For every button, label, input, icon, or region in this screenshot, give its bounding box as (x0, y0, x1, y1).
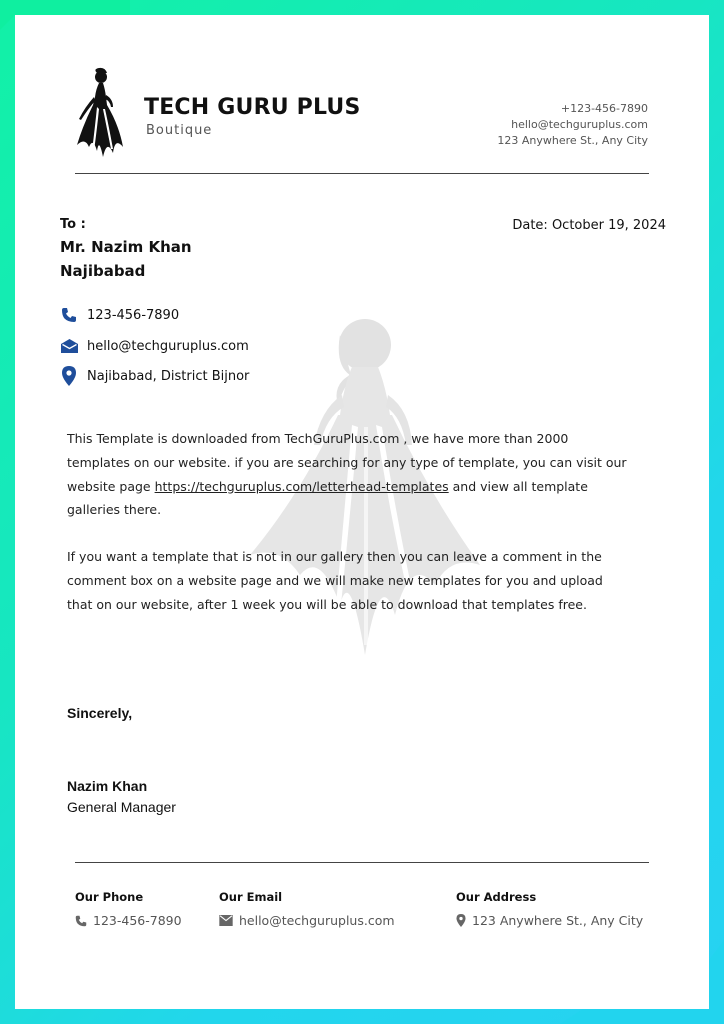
recipient-name: Mr. Nazim Khan (60, 238, 192, 256)
footer-address (456, 890, 643, 928)
footer-email-value[interactable]: hello@techguruplus.com (239, 913, 395, 928)
header-contact-block (497, 101, 648, 149)
recipient-address: Najibabad, District Bijnor (87, 368, 250, 384)
templates-link[interactable]: https://techguruplus.com/letterhead-templates (154, 478, 449, 494)
phone-icon (60, 305, 78, 325)
recipient-email-row (60, 336, 249, 356)
recipient-city: Najibabad (60, 262, 146, 280)
footer-address-value: 123 Anywhere St., Any City (472, 913, 644, 928)
body-paragraph-2: If you want a template that is not in our gallery then you can leave a comment in the comment box on a website page and we will make new templates for you and upload that on our website, after 1 week you will be able to download that templates free. (67, 549, 603, 612)
email-icon (219, 915, 233, 926)
header-email[interactable]: hello@techguruplus.com (511, 118, 648, 131)
signer-name: Nazim Khan (67, 778, 148, 794)
body-paragraph-1-tail: and view all template galleries there. (67, 478, 588, 518)
dress-silhouette-icon (75, 67, 129, 167)
closing-sincerely: Sincerely, (67, 705, 133, 721)
footer-phone-label: Our Phone (75, 890, 144, 904)
footer-divider (75, 862, 649, 863)
footer-phone-value: 123-456-7890 (93, 913, 182, 928)
footer-phone (75, 890, 182, 928)
location-pin-icon (60, 366, 78, 386)
letterhead-sheet (15, 15, 709, 1009)
location-pin-icon (456, 914, 466, 927)
body-paragraph-1 (67, 427, 627, 522)
header-phone: +123-456-7890 (560, 102, 648, 115)
email-icon (60, 336, 78, 356)
header-divider (75, 173, 649, 174)
brand-subtitle: Boutique (146, 123, 213, 138)
phone-icon (75, 915, 87, 927)
brand-name: TECH GURU PLUS (144, 95, 361, 120)
to-label: To : (60, 217, 86, 232)
footer-email (219, 890, 395, 928)
signer-title: General Manager (67, 799, 176, 815)
recipient-phone: 123-456-7890 (87, 307, 180, 323)
header-address: 123 Anywhere St., Any City (497, 134, 648, 147)
footer-address-label: Our Address (456, 890, 537, 904)
body-paragraph-1-text: This Template is downloaded from TechGuruPlus.com , we have more than 2000 templates on our website. if you are searching for any type of template, you can visit our website page (67, 431, 627, 494)
footer-email-label: Our Email (219, 890, 283, 904)
recipient-email[interactable]: hello@techguruplus.com (87, 338, 249, 354)
recipient-location-row (60, 366, 249, 386)
recipient-phone-row (60, 305, 179, 325)
letter-date: Date: October 19, 2024 (512, 218, 666, 233)
